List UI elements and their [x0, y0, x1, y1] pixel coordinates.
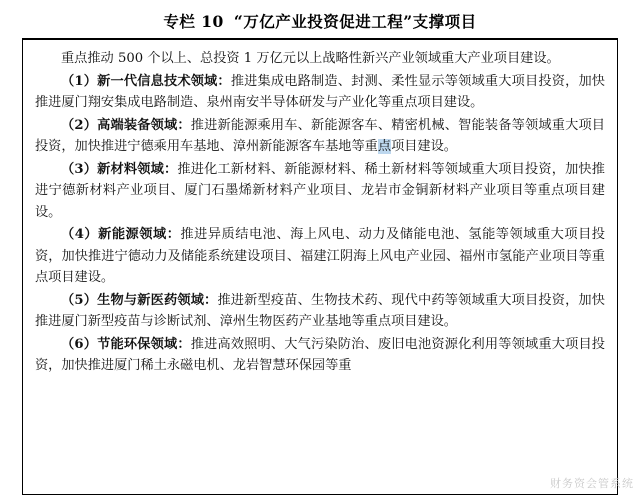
item-text-2-after: 项目建设。 [391, 139, 457, 154]
item-paragraph-1 [35, 71, 605, 114]
item-text-4: 推进异质结电池、海上风电、动力及储能电池、氢能等领域重大项目投资，加快推进宁德动力及储能系统建设项目、福建江阴海上风电产业园、福州市氢能产业项目等重点项目建设。 [35, 227, 605, 285]
title-prefix: 专栏 10 [163, 12, 224, 31]
item-lead-4: （4）新能源领域： [61, 227, 181, 242]
page-title [163, 10, 476, 32]
intro-paragraph: 重点推动 500 个以上、总投资 1 万亿元以上战略性新兴产业领域重大产业项目建设。 [61, 51, 560, 66]
item-text-2-highlight: 点 [377, 139, 392, 154]
item-text-2-before: 推进新能源乘用车、新能源客车、精密机械、智能装备等领域重大项目投资，加快推进宁德乘用车基地、漳州新能源客车基地等重 [35, 117, 605, 154]
item-lead-5: （5）生物与新医药领域： [61, 292, 218, 308]
item-paragraph-6 [35, 334, 605, 377]
item-text-3: 推进化工新材料、新能源材料、稀土新材料等领域重大项目投资，加快推进宁德新材料产业项目、厦门石墨烯新材料产业项目、龙岩市金铜新材料产业项目等重点项目建设。 [35, 161, 605, 220]
item-text-1: 推进集成电路制造、封测、柔性显示等领域重大项目投资，加快推进厦门翔安集成电路制造、泉州南安半导体研发与产业化等重点项目建设。 [35, 73, 605, 110]
item-lead-2: （2）高端装备领域： [61, 117, 191, 133]
item-lead-3: （3）新材料领域： [61, 161, 178, 177]
item-text-5: 推进新型疫苗、生物技术药、现代中药等领域重大项目投资，加快推进厦门新型疫苗与诊断试剂、漳州生物医药产业基地等重点项目建设。 [35, 292, 605, 329]
title-main: “万亿产业投资促进工程”支撑项目 [233, 12, 477, 31]
document-body [22, 40, 618, 495]
watermark-text: 财务资会管系统 [550, 478, 634, 490]
document-title-wrap [0, 0, 640, 38]
item-paragraph-2 [35, 115, 605, 158]
item-paragraph-3 [35, 159, 605, 224]
item-text-6: 推进高效照明、大气污染防治、废旧电池资源化利用等领域重大项目投资，加快推进厦门稀土永磁电机、龙岩智慧环保园等重 [35, 336, 605, 373]
item-lead-6: （6）节能环保领域： [61, 336, 191, 352]
item-lead-1: （1）新一代信息技术领域： [61, 73, 231, 89]
item-paragraph-5 [35, 290, 605, 333]
item-paragraph-4 [35, 224, 605, 289]
